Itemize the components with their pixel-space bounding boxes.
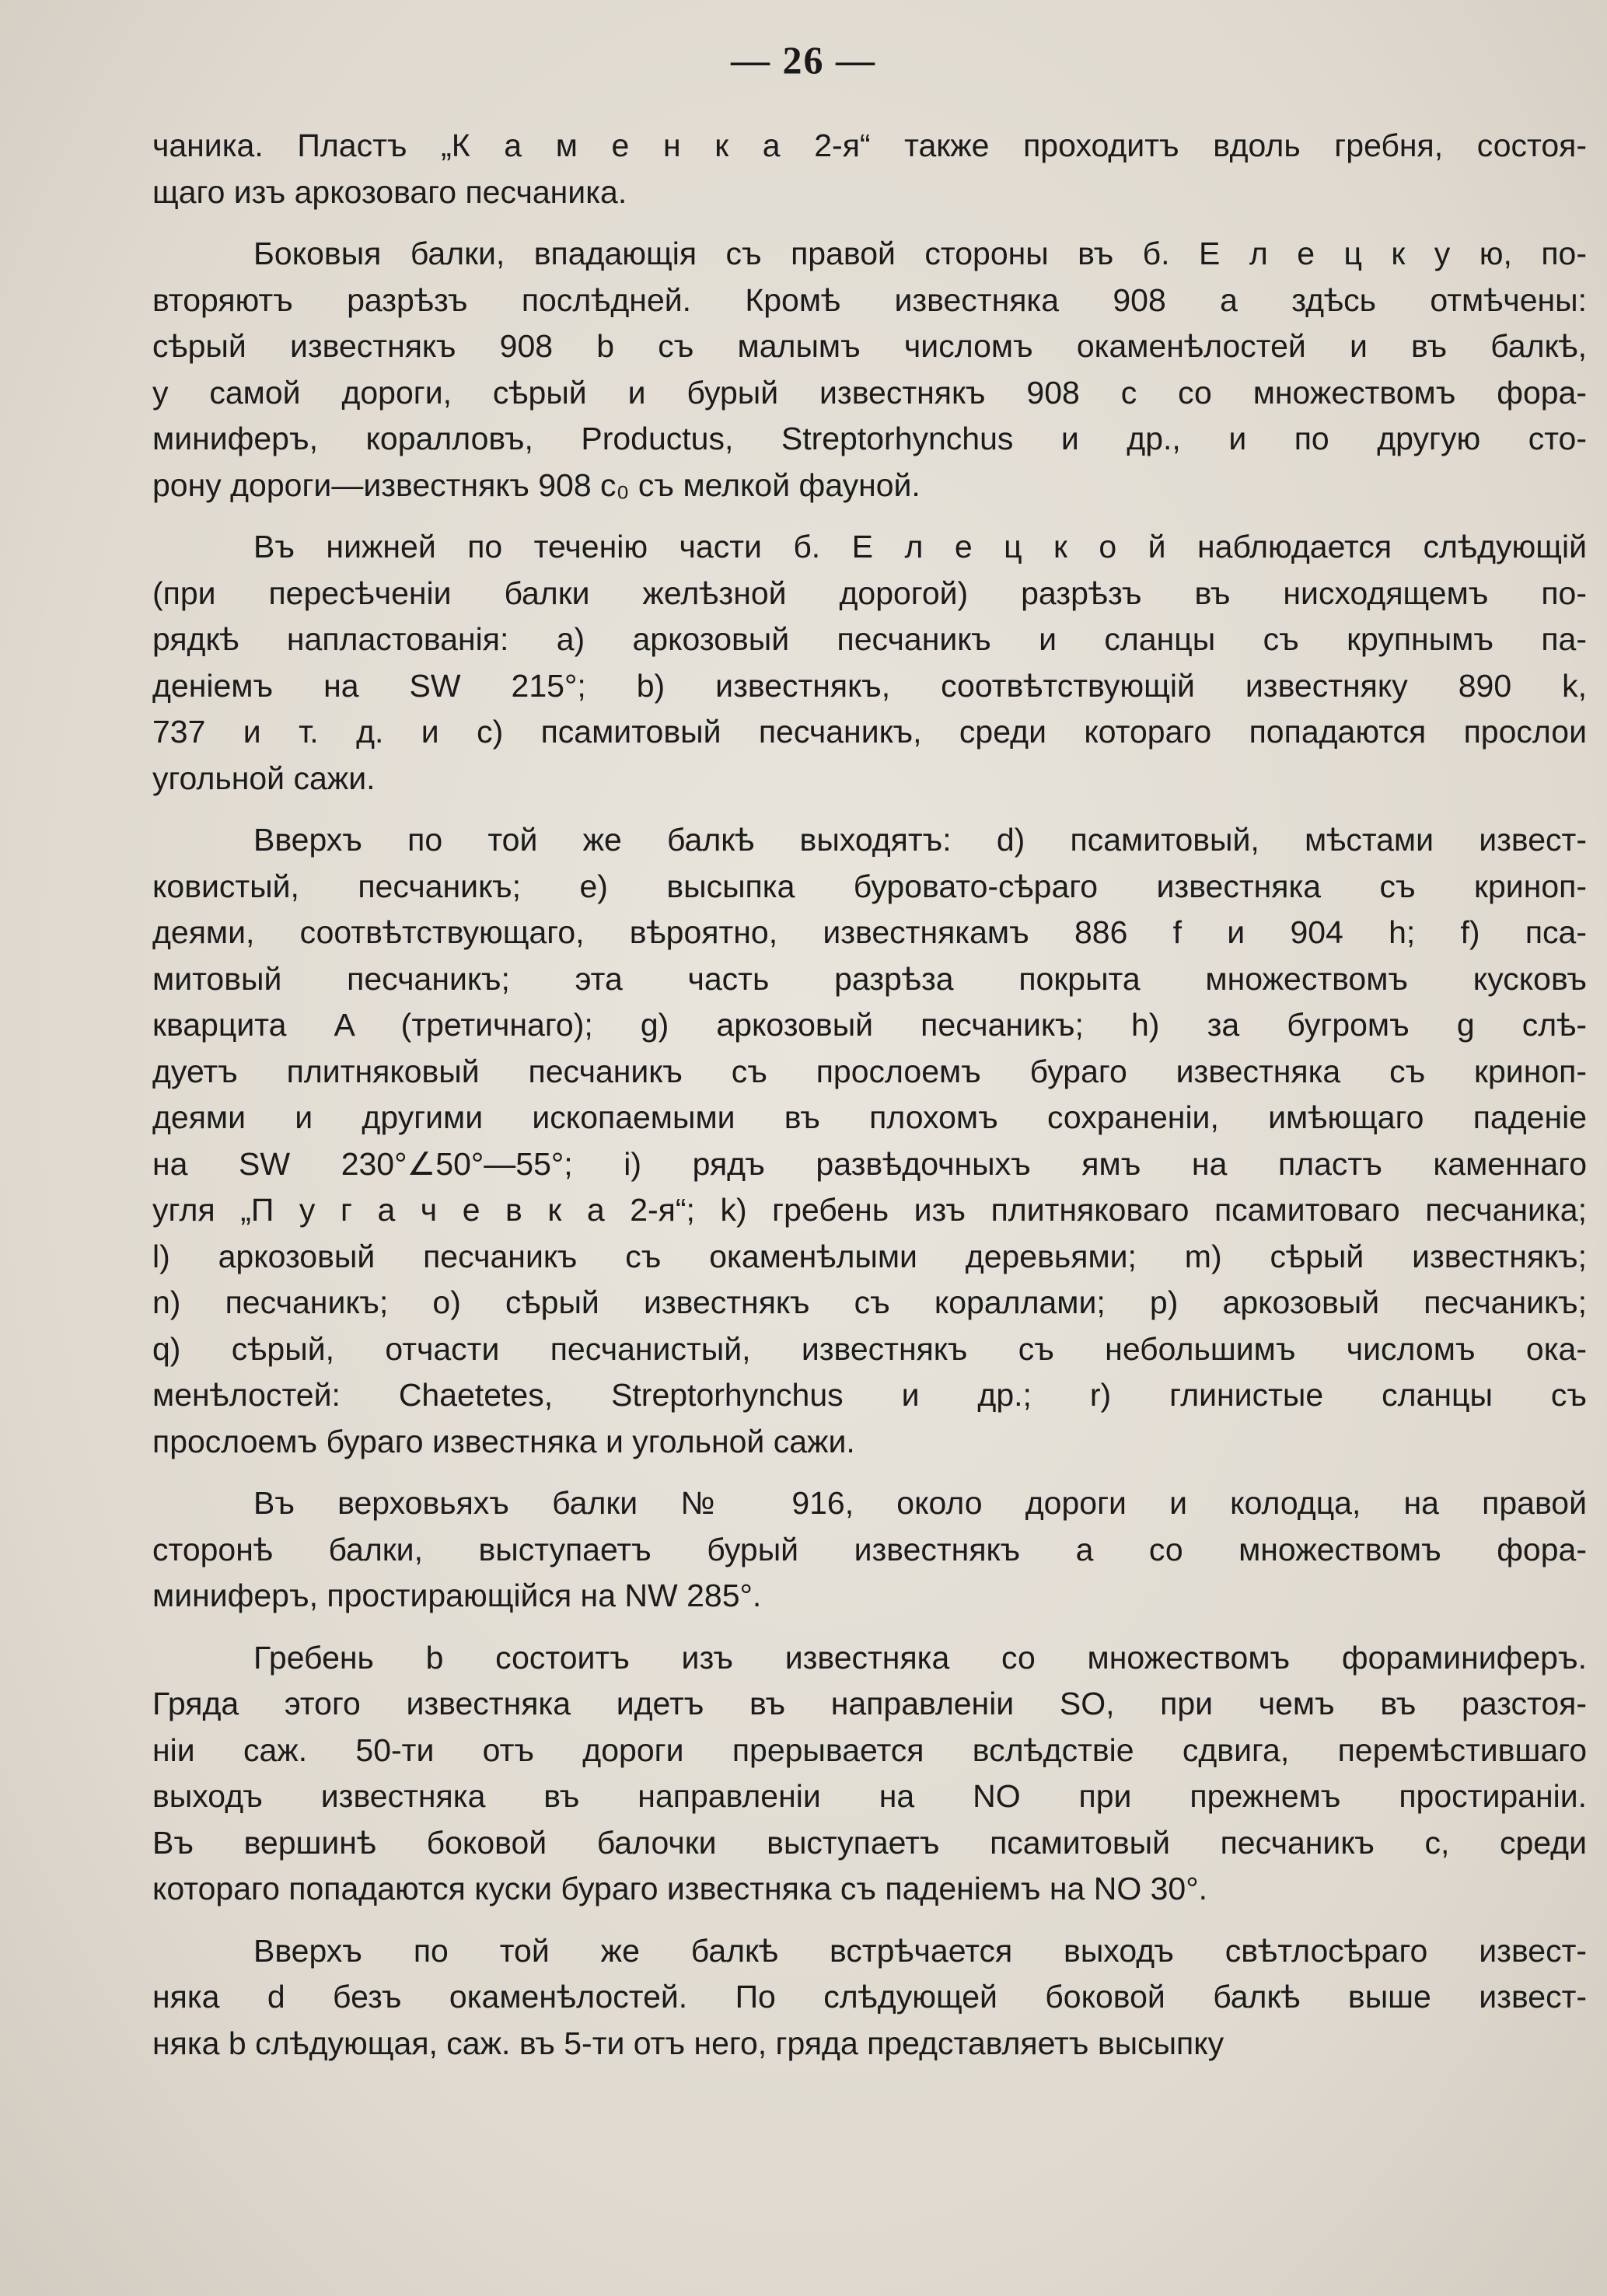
text-line: у самой дороги, сѣрый и бурый известнякъ 908 c со множествомъ фора- [152,374,1587,411]
text-line: угольной сажи. [152,760,376,796]
text-line: l) аркозовый песчаникъ съ окаменѣлыми деревьями; m) сѣрый известнякъ; [152,1238,1587,1274]
text-line: Въ верховьяхъ балки № 916, около дороги и колодца, на правой [253,1485,1587,1521]
text-line: кварцита A (третичнаго); g) аркозовый песчаникъ; h) за бугромъ g слѣ- [152,1007,1587,1043]
text-line: котораго попадаются куски бураго известняка съ паденіемъ на NO 30°. [152,1871,1208,1906]
paragraph [152,1635,1587,1913]
text-line: вторяютъ разрѣзъ послѣдней. Кромѣ известняка 908 a здѣсь отмѣчены: [152,281,1587,318]
page-number: — 26 — [731,38,876,82]
paragraph [152,1480,1587,1620]
text-line: сѣрый известнякъ 908 b съ малымъ числомъ окаменѣлостей и въ балкѣ, [152,328,1587,364]
paragraph [152,524,1587,802]
text-line: митовый песчаникъ; эта часть разрѣза покрыта множествомъ кусковъ [152,960,1587,997]
text-line: няка d безъ окаменѣлостей. По слѣдующей боковой балкѣ выше извест- [152,1979,1587,2015]
text-line: деями и другими ископаемыми въ плохомъ сохраненіи, имѣющаго паденіе [152,1099,1587,1135]
text-line: щаго изъ аркозоваго песчаника. [152,173,627,210]
text-line: сторонѣ балки, выступаетъ бурый известнякъ a со множествомъ фора- [152,1531,1587,1567]
text-line: (при пересѣченіи балки желѣзной дорогой) разрѣзъ въ нисходящемъ по- [152,575,1587,611]
paragraph [152,817,1587,1465]
text-line: няка b слѣдующая, саж. въ 5-ти отъ него, гряда представляетъ высыпку [152,2025,1224,2061]
paragraph [152,123,1587,215]
text-line: Боковыя балки, впадающія съ правой стороны въ б. Е л е ц к у ю, по- [253,236,1587,271]
text-line: Гребень b состоитъ изъ известняка со множествомъ фораминиферъ. [253,1639,1587,1676]
body-text [152,123,1587,2082]
text-line: дуетъ плитняковый песчаникъ съ прослоемъ бураго известняка съ криноп- [152,1053,1587,1089]
text-line: Въ вершинѣ боковой балочки выступаетъ псамитовый песчаникъ c, среди [152,1824,1587,1861]
text-line: Вверхъ по той же балкѣ выходятъ: d) псамитовый, мѣстами извест- [253,822,1587,858]
text-line: Въ нижней по теченію части б. Е л е ц к о й наблюдается слѣдующій [253,529,1587,564]
text-line: Гряда этого известняка идетъ въ направленіи SO, при чемъ въ разстоя- [152,1686,1587,1721]
text-line: n) песчаникъ; o) сѣрый известнякъ съ кораллами; p) аркозовый песчаникъ; [152,1284,1587,1320]
text-line: деніемъ на SW 215°; b) известнякъ, соотвѣтствующій известняку 890 k, [152,667,1587,704]
text-line: угля „П у г а ч е в к а 2-я“; k) гребень изъ плитняковаго псамитоваго песчаника; [152,1192,1587,1228]
text-line: 737 и т. д. и c) псамитовый песчаникъ, среди котораго попадаются прослои [152,714,1587,750]
text-line: чаника. Пластъ „К а м е н к а 2-я“ также проходитъ вдоль гребня, состоя- [152,128,1587,163]
text-line: ковистый, песчаникъ; e) высыпка буровато-сѣраго известняка съ криноп- [152,868,1587,904]
text-line: ніи саж. 50-ти отъ дороги прерывается вслѣдствіе сдвига, перемѣстившаго [152,1732,1587,1768]
text-line: рядкѣ напластованія: a) аркозовый песчаникъ и сланцы съ крупнымъ па- [152,621,1587,657]
text-line: менѣлостей: Chaetetes, Streptorhynchus и др.; r) глинистые сланцы съ [152,1377,1587,1413]
paragraph [152,231,1587,508]
text-line: выходъ известняка въ направленіи на NO при прежнемъ простираніи. [152,1778,1587,1814]
text-line: миниферъ, простирающійся на NW 285°. [152,1578,762,1613]
text-line: на SW 230°∠50°—55°; i) рядъ развѣдочныхъ ямъ на пластъ каменнаго [152,1145,1587,1182]
text-line: q) сѣрый, отчасти песчанистый, известнякъ съ небольшимъ числомъ ока- [152,1330,1587,1367]
text-line: миниферъ, коралловъ, Productus, Streptorhynchus и др., и по другую сто- [152,421,1587,456]
text-line: прослоемъ бураго известняка и угольной сажи. [152,1423,855,1459]
text-line: Вверхъ по той же балкѣ встрѣчается выходъ свѣтлосѣраго извест- [253,1932,1587,1969]
text-line: деями, соотвѣтствующаго, вѣроятно, известнякамъ 886 f и 904 h; f) пса- [152,914,1587,950]
text-line: рону дороги—известнякъ 908 c₀ съ мелкой фауной. [152,467,921,503]
paragraph [152,1928,1587,2067]
